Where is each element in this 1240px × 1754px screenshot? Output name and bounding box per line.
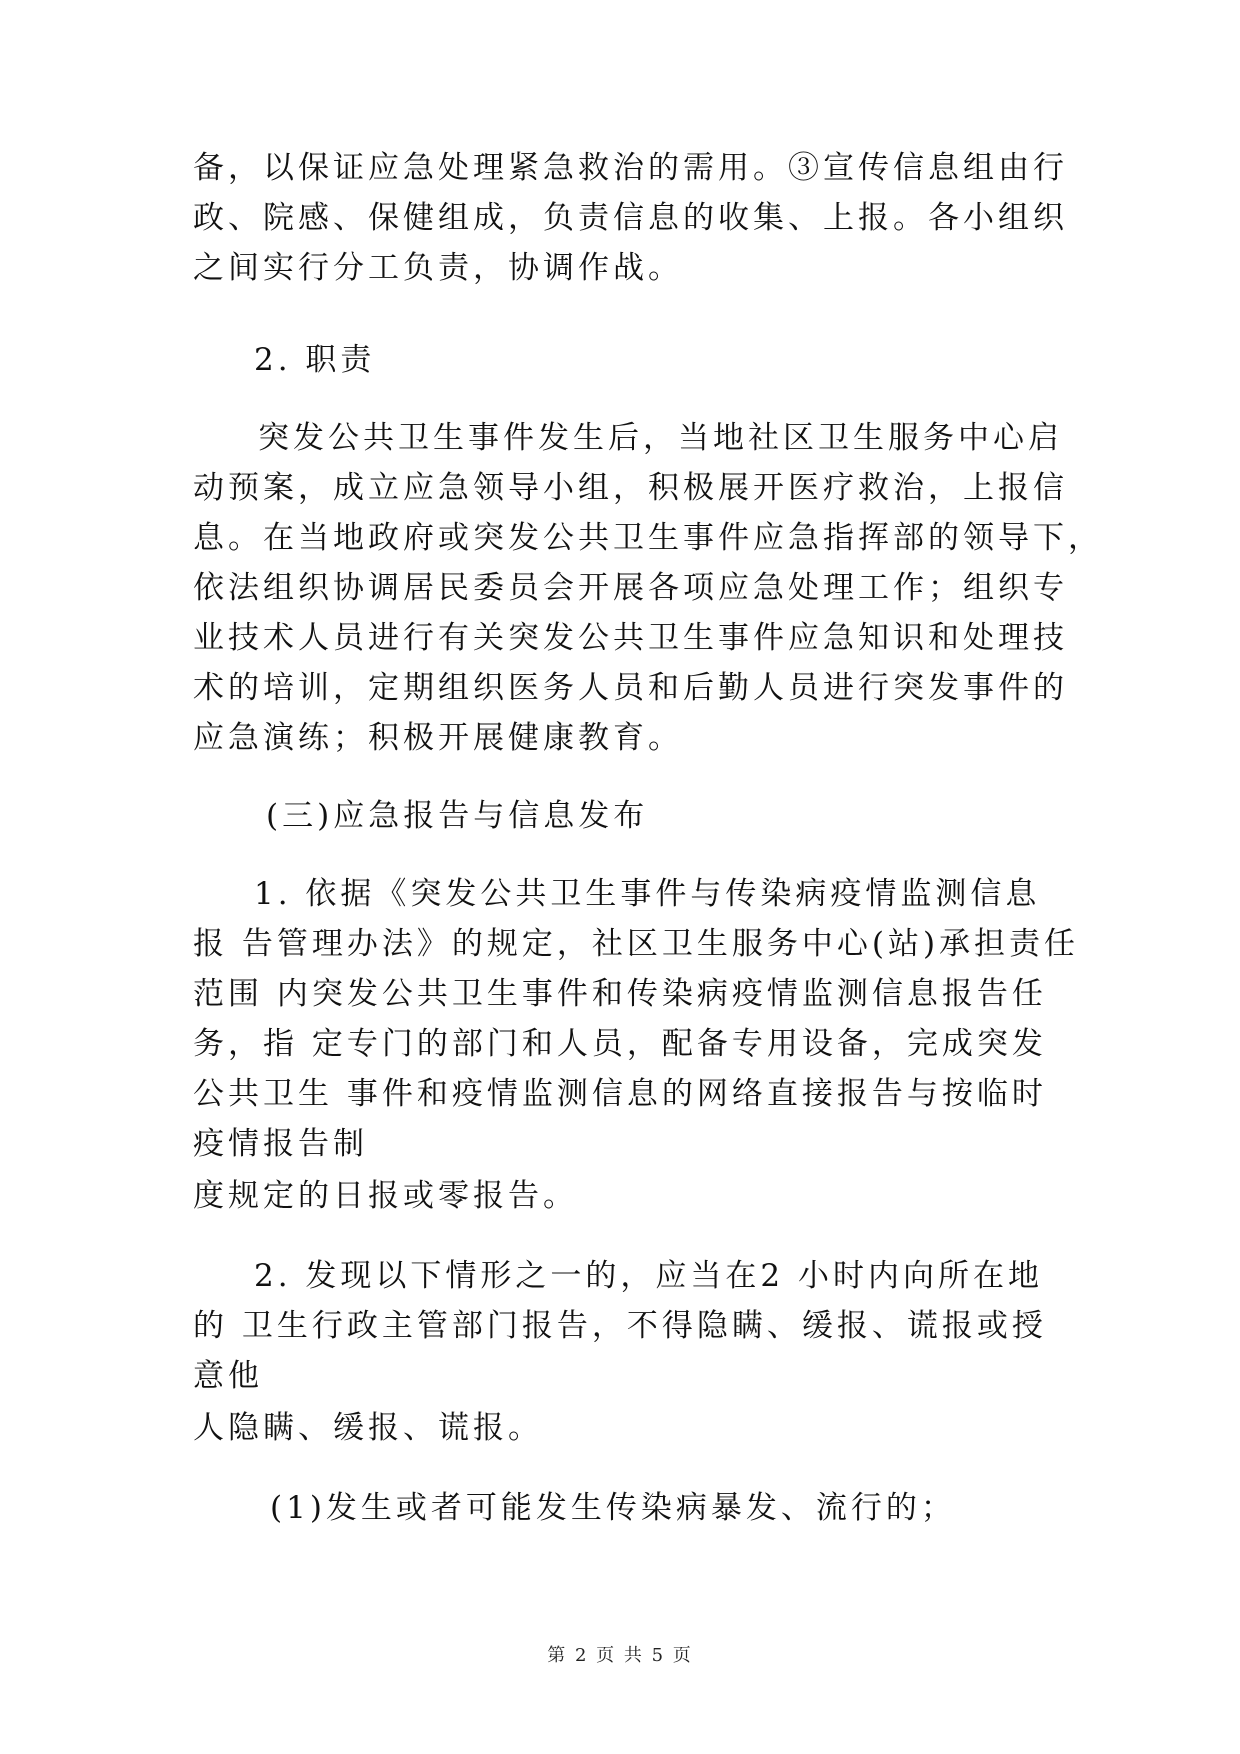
paragraph-line: 的 卫生行政主管部门报告，不得隐瞒、缓报、谎报或授 [193, 1308, 1047, 1344]
paragraph-line: 范围 内突发公共卫生事件和传染病疫情监测信息报告任 [193, 976, 1047, 1012]
paragraph-line: 应急演练；积极开展健康教育。 [193, 720, 683, 756]
paragraph-line: 意他 [193, 1358, 263, 1394]
paragraph-line: 备，以保证应急处理紧急救治的需用。③宣传信息组由行 [193, 150, 1068, 186]
paragraph-line: 2. 发现以下情形之一的，应当在2 小时内向所在地 [254, 1258, 1044, 1294]
paragraph-line: 1. 依据《突发公共卫生事件与传染病疫情监测信息 [254, 876, 1041, 912]
paragraph-line: 政、院感、保健组成，负责信息的收集、上报。各小组织 [193, 200, 1068, 236]
paragraph-line: 公共卫生 事件和疫情监测信息的网络直接报告与按临时 [193, 1076, 1047, 1112]
paragraph-line: 之间实行分工负责，协调作战。 [193, 250, 683, 286]
section-heading: (三)应急报告与信息发布 [266, 798, 649, 834]
paragraph-line: 息。在当地政府或突发公共卫生事件应急指挥部的领导下， [193, 520, 1103, 556]
list-item: (1)发生或者可能发生传染病暴发、流行的； [270, 1490, 956, 1526]
page-footer: 第 2 页 共 5 页 [547, 1645, 693, 1666]
paragraph-line: 务，指 定专门的部门和人员，配备专用设备，完成突发 [193, 1026, 1047, 1062]
paragraph-line: 突发公共卫生事件发生后，当地社区卫生服务中心启 [258, 420, 1063, 456]
paragraph-line: 度规定的日报或零报告。 [193, 1178, 578, 1214]
paragraph-line: 疫情报告制 [193, 1126, 368, 1162]
paragraph-line: 业技术人员进行有关突发公共卫生事件应急知识和处理技 [193, 620, 1068, 656]
paragraph-line: 依法组织协调居民委员会开展各项应急处理工作；组织专 [193, 570, 1068, 606]
paragraph-line: 动预案，成立应急领导小组，积极展开医疗救治，上报信 [193, 470, 1068, 506]
paragraph-line: 人隐瞒、缓报、谎报。 [193, 1410, 543, 1446]
section-heading: 2. 职责 [254, 342, 376, 378]
paragraph-line: 报 告管理办法》的规定，社区卫生服务中心(站)承担责任 [193, 926, 1080, 962]
paragraph-line: 术的培训，定期组织医务人员和后勤人员进行突发事件的 [193, 670, 1068, 706]
